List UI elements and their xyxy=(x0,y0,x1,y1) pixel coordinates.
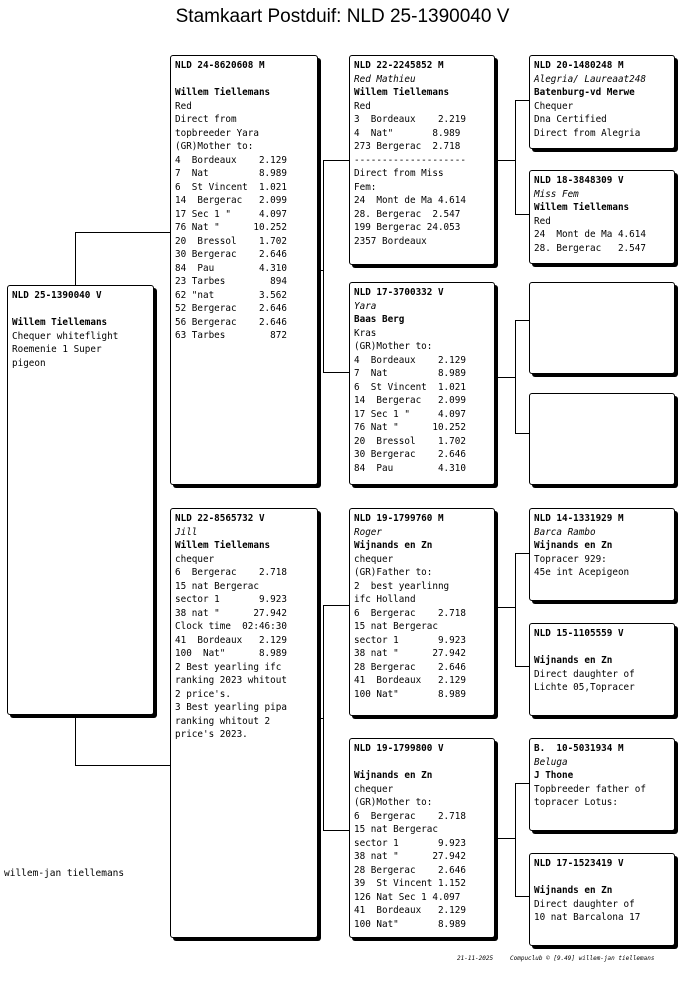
detail-line: 28 Bergerac 2.646 xyxy=(354,864,466,876)
pigeon-card-fff xyxy=(529,55,675,149)
detail-line: 15 nat Bergerac xyxy=(175,580,259,592)
connector xyxy=(515,783,516,896)
detail-line: 24 Mont de Ma 4.614 xyxy=(354,195,466,206)
detail-line: pigeon xyxy=(12,357,46,369)
detail-line: 28. Bergerac 2.547 xyxy=(534,242,646,254)
pigeon-card-ffm xyxy=(529,170,675,264)
pigeon-card-mfm xyxy=(529,623,675,716)
detail-line: 2 Best yearling ifc xyxy=(175,661,282,673)
detail-line: 15 nat Bergerac xyxy=(354,621,438,632)
detail-line: 56 Bergerac 2.646 xyxy=(175,316,287,328)
detail-line: 84 Pau 4.310 xyxy=(175,262,287,274)
owner: Willem Tiellemans xyxy=(175,540,271,551)
page-title: Stamkaart Postduif: NLD 25-1390040 V xyxy=(175,6,510,27)
detail-line: 17 Sec 1 " 4.097 xyxy=(175,208,287,220)
owner: Baas Berg xyxy=(354,314,405,325)
owner: Batenburg-vd Merwe xyxy=(534,87,635,98)
detail-line: sector 1 9.923 xyxy=(175,594,287,605)
pigeon-name: Beluga xyxy=(534,756,568,768)
connector xyxy=(515,100,529,101)
owner: Willem Tiellemans xyxy=(354,87,450,98)
owner: Wijnands en Zn xyxy=(354,770,433,781)
detail-line: 14 Bergerac 2.099 xyxy=(354,395,466,406)
ring-number: NLD 15-1105559 V xyxy=(534,628,624,639)
detail-line: (GR)Mother to: xyxy=(175,141,254,152)
detail-line: 45e int Acepigeon xyxy=(534,567,630,578)
detail-line: 4 Nat" 8.989 xyxy=(354,127,461,139)
detail-line: ranking whitout 2 xyxy=(175,715,271,727)
pigeon-name: Yara xyxy=(354,300,377,312)
detail-line: price's 2023. xyxy=(175,729,248,740)
detail-line: Direct daughter of xyxy=(534,898,635,910)
owner: Wijnands en Zn xyxy=(534,540,613,551)
detail-line: Dna Certified xyxy=(534,114,607,125)
connector xyxy=(319,270,324,271)
detail-line: topbreeder Yara xyxy=(175,127,259,139)
owner: Wijnands en Zn xyxy=(354,540,433,551)
detail-line: 23 Tarbes 894 xyxy=(175,276,287,287)
connector xyxy=(75,716,76,766)
detail-line: 28 Bergerac 2.646 xyxy=(354,661,466,673)
ring-number: NLD 25-1390040 V xyxy=(12,290,102,301)
pigeon-name: Roger xyxy=(354,526,382,538)
detail-line: 10 nat Barcalona 17 xyxy=(534,912,641,923)
pigeon-name: Jill xyxy=(175,526,198,538)
detail-line: 76 Nat " 10.252 xyxy=(175,222,287,233)
detail-line: topracer Lotus: xyxy=(534,797,618,808)
pigeon-card-mm xyxy=(349,738,495,938)
connector xyxy=(75,765,170,766)
connector xyxy=(515,214,529,215)
connector xyxy=(515,433,529,434)
gap xyxy=(354,756,491,770)
detail-line: 20 Bressol 1.702 xyxy=(175,235,287,247)
detail-line: 76 Nat " 10.252 xyxy=(354,422,466,433)
owner: Wijnands en Zn xyxy=(534,655,613,666)
detail-line: Chequer whiteflight xyxy=(12,330,119,342)
detail-line: 28. Bergerac 2.547 xyxy=(354,208,461,220)
pigeon-card-subject xyxy=(7,285,154,715)
owner: J Thone xyxy=(534,770,574,781)
detail-line: Direct daughter of xyxy=(534,668,635,680)
connector xyxy=(323,160,324,372)
detail-line: 6 Bergerac 2.718 xyxy=(354,810,466,822)
detail-line: 41 Bordeaux 2.129 xyxy=(175,634,287,646)
detail-line: 3 Best yearling pipa xyxy=(175,702,287,713)
gap xyxy=(534,871,671,885)
detail-line: 2357 Bordeaux xyxy=(354,235,427,247)
connector xyxy=(323,372,349,373)
gap xyxy=(12,303,150,317)
pigeon-card-mf xyxy=(349,508,495,716)
detail-line: 100 Nat" 8.989 xyxy=(175,648,287,659)
print-date: 21-11-2025 xyxy=(457,955,494,962)
detail-line: 62 "nat 3.562 xyxy=(175,289,287,301)
detail-line: 38 nat " 27.942 xyxy=(175,607,287,619)
pigeon-name: Alegria/ Laureaat248 xyxy=(534,73,646,85)
detail-line: ranking 2023 whitout xyxy=(175,675,287,686)
connector xyxy=(515,666,529,667)
ring-number: NLD 20-1480248 M xyxy=(534,60,624,71)
ring-number: NLD 17-1523419 V xyxy=(534,858,624,869)
detail-line: 6 St Vincent 1.021 xyxy=(354,381,466,393)
detail-line: Direct from Alegria xyxy=(534,127,641,139)
connector xyxy=(495,160,516,161)
pigeon-card-mother xyxy=(170,508,318,938)
detail-line: (GR)Father to: xyxy=(354,567,433,578)
owner: Wijnands en Zn xyxy=(534,885,613,896)
detail-line: 126 Nat Sec 1 4.097 xyxy=(354,891,461,903)
ring-number: NLD 22-2245852 M xyxy=(354,60,444,71)
pigeon-card-fm xyxy=(349,282,495,485)
detail-line: chequer xyxy=(354,783,394,795)
detail-line: Topbreeder father of xyxy=(534,783,646,795)
connector xyxy=(319,718,324,719)
detail-line: Topracer 929: xyxy=(534,553,607,565)
detail-line: 38 nat " 27.942 xyxy=(354,648,466,659)
pigeon-card-father xyxy=(170,55,318,485)
connector xyxy=(323,160,349,161)
owner: Willem Tiellemans xyxy=(534,202,630,213)
detail-line: ifc Holland xyxy=(354,594,416,605)
detail-line: Red xyxy=(175,100,192,112)
detail-line: 30 Bergerac 2.646 xyxy=(175,249,287,260)
ring-number: NLD 18-3848309 V xyxy=(534,175,624,186)
detail-line: Lichte 05,Topracer xyxy=(534,682,635,693)
detail-line: 4 Bordeaux 2.129 xyxy=(175,154,287,166)
detail-line: 52 Bergerac 2.646 xyxy=(175,303,287,314)
owner: Willem Tiellemans xyxy=(12,317,108,328)
ring-number: NLD 19-1799800 V xyxy=(354,743,444,754)
detail-line: 6 St Vincent 1.021 xyxy=(175,181,287,193)
detail-line: 6 Bergerac 2.718 xyxy=(175,567,287,578)
software-credit: Compuclub © [9.49] willem-jan tiellemans xyxy=(510,955,655,962)
connector xyxy=(515,553,516,666)
detail-line: 6 Bergerac 2.718 xyxy=(354,607,466,619)
connector xyxy=(515,320,529,321)
detail-line: chequer xyxy=(354,553,394,565)
detail-line: Chequer xyxy=(534,100,574,112)
detail-line: 63 Tarbes 872 xyxy=(175,330,287,341)
detail-line: 7 Nat 8.989 xyxy=(175,168,287,179)
connector xyxy=(75,232,76,285)
detail-line: 2 best yearlinng xyxy=(354,580,450,592)
detail-line: 15 nat Bergerac xyxy=(354,824,438,835)
detail-line: 84 Pau 4.310 xyxy=(354,462,466,474)
gap xyxy=(534,641,671,655)
ring-number: NLD 14-1331929 M xyxy=(534,513,624,524)
pigeon-name: Miss Fem xyxy=(534,188,579,200)
owner: Willem Tiellemans xyxy=(175,87,271,98)
detail-line: -------------------- xyxy=(354,154,466,166)
ring-number: NLD 17-3700332 V xyxy=(354,287,444,298)
detail-line: 4 Bordeaux 2.129 xyxy=(354,354,466,366)
pigeon-card-fmf-empty xyxy=(529,282,675,374)
connector xyxy=(515,100,516,214)
pigeon-card-fmm-empty xyxy=(529,393,675,485)
detail-line: 100 Nat" 8.989 xyxy=(354,918,466,930)
connector xyxy=(75,232,170,233)
detail-line: Kras xyxy=(354,327,377,339)
detail-line: sector 1 9.923 xyxy=(354,837,466,849)
pigeon-name: Barca Rambo xyxy=(534,526,596,538)
connector xyxy=(495,607,516,608)
detail-line: 30 Bergerac 2.646 xyxy=(354,449,466,460)
detail-line: sector 1 9.923 xyxy=(354,634,466,646)
detail-line: Direct from Miss xyxy=(354,168,444,179)
detail-line: Red xyxy=(354,100,371,112)
detail-line: Fem: xyxy=(354,181,377,193)
detail-line: 20 Bressol 1.702 xyxy=(354,435,466,447)
detail-line: 38 nat " 27.942 xyxy=(354,851,466,862)
gap xyxy=(175,73,314,87)
detail-line: chequer xyxy=(175,553,215,565)
pigeon-card-ff xyxy=(349,55,495,265)
ring-number: NLD 19-1799760 M xyxy=(354,513,444,524)
detail-line: 2 price's. xyxy=(175,688,231,700)
connector xyxy=(495,838,516,839)
detail-line: 3 Bordeaux 2.219 xyxy=(354,114,466,125)
detail-line: 39 St Vincent 1.152 xyxy=(354,878,466,889)
detail-line: Roemenie 1 Super xyxy=(12,344,102,355)
detail-line: Red xyxy=(534,215,551,227)
connector xyxy=(323,830,349,831)
connector xyxy=(323,605,349,606)
pigeon-name: Red Mathieu xyxy=(354,73,416,85)
detail-line: 41 Bordeaux 2.129 xyxy=(354,675,466,686)
ring-number: B. 10-5031934 M xyxy=(534,743,624,754)
detail-line: Direct from xyxy=(175,114,237,125)
detail-line: (GR)Mother to: xyxy=(354,797,433,808)
pigeon-card-mff xyxy=(529,508,675,601)
detail-line: Clock time 02:46:30 xyxy=(175,621,287,632)
pigeon-card-mmm xyxy=(529,853,675,946)
connector xyxy=(515,553,529,554)
detail-line: 199 Bergerac 24.053 xyxy=(354,222,461,233)
detail-line: 7 Nat 8.989 xyxy=(354,368,466,379)
detail-line: 17 Sec 1 " 4.097 xyxy=(354,408,466,420)
connector xyxy=(495,377,516,378)
connector xyxy=(515,783,529,784)
ring-number: NLD 24-8620608 M xyxy=(175,60,265,71)
detail-line: 14 Bergerac 2.099 xyxy=(175,195,287,206)
ring-number: NLD 22-8565732 V xyxy=(175,513,265,524)
pigeon-card-mmf xyxy=(529,738,675,831)
detail-line: 100 Nat" 8.989 xyxy=(354,688,466,700)
detail-line: 41 Bordeaux 2.129 xyxy=(354,905,466,916)
connector xyxy=(515,896,529,897)
detail-line: (GR)Mother to: xyxy=(354,341,433,352)
breeder-signature: willem-jan tiellemans xyxy=(4,868,125,879)
detail-line: 24 Mont de Ma 4.614 xyxy=(534,229,646,240)
detail-line: 273 Bergerac 2.718 xyxy=(354,141,461,152)
